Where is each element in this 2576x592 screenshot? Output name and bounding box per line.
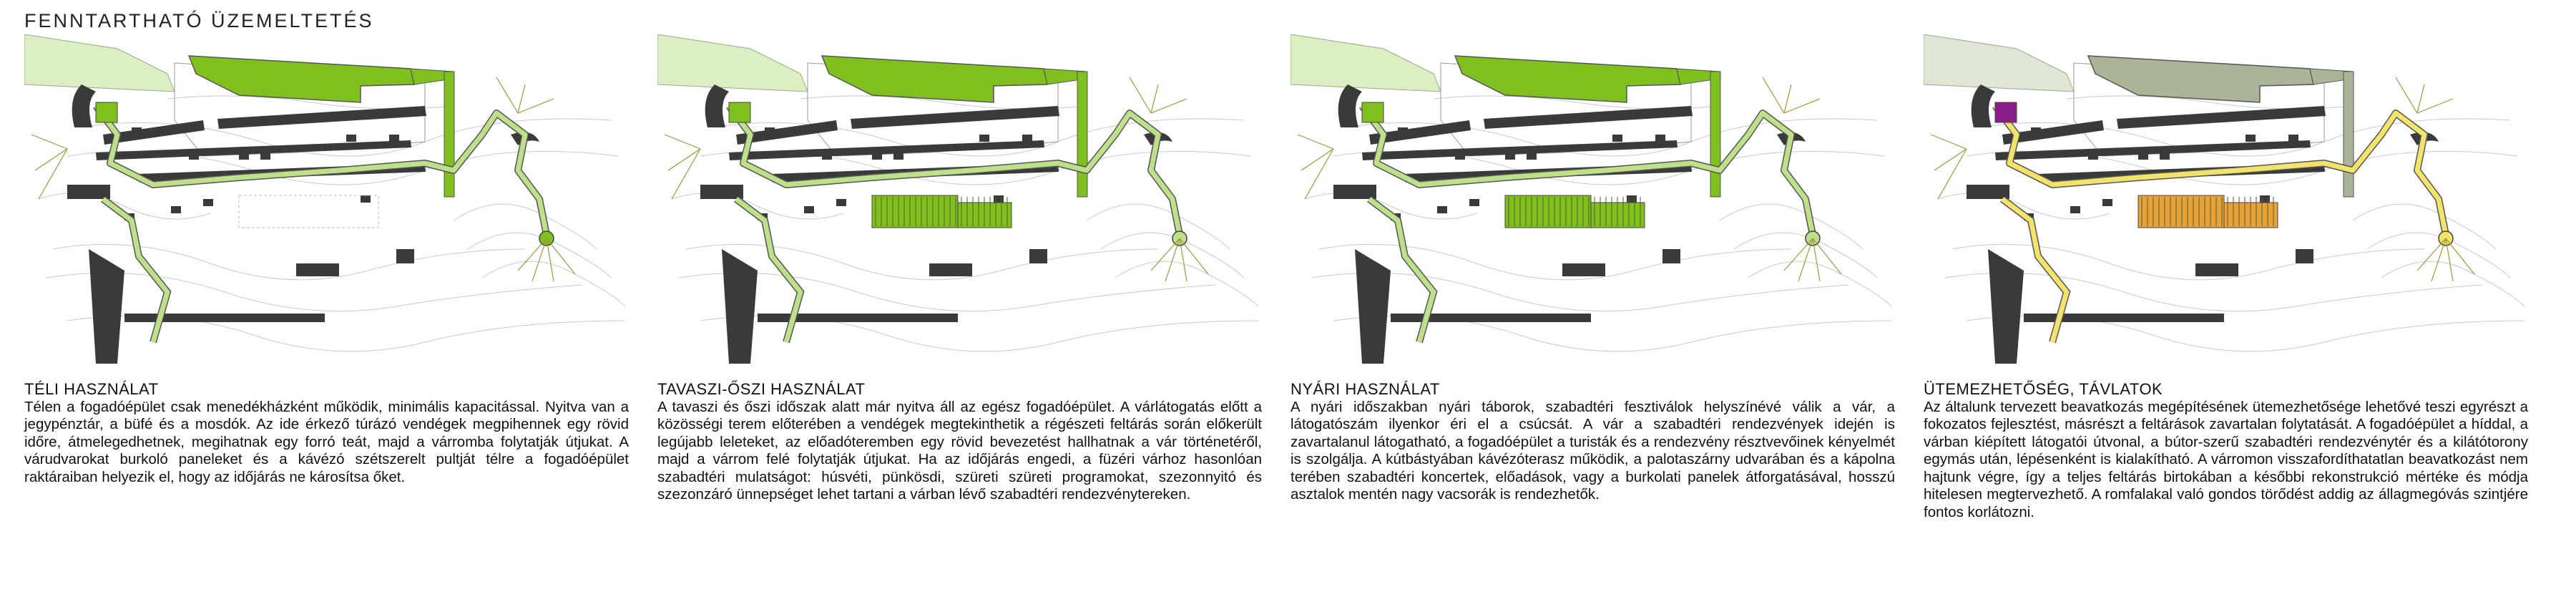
ruin-fragment [189,152,199,160]
ruin-fragment [1655,135,1665,142]
view-ray [2446,238,2474,274]
ruin-fragment [389,135,399,142]
entry-field [1924,34,2074,92]
ruin-fragment [979,135,989,142]
view-ray [1151,99,1187,113]
contour-line [1115,261,1258,306]
ruin-fragment [160,127,170,135]
ruin-fragment [1455,152,1465,160]
caption-text: Az általunk tervezett beavatkozás megépítésének ütemezhetősége lehetővé teszi egyrészt a fokozatos fejlesztést, másrészt a feltárások zavartalan folytatását. A fogadóépület a híddal, a várban kiépített látogatói útvonal, a bútor-szerű szabadtéri rendezvénytér és a kilátótorony egymás után, lépésenként is kialakítható. A várromon visszafordíthatatlan beavatkozást nem hajtunk végre, így a teljes feltárás birtokában a későbbi rekonstrukció mértéke és módja hitelesen megtervezhető. A romfalakal való gondos törődést addig az állagmegóvás szintjére fontos korlátozni. [1924,398,2528,520]
contour-line [2353,204,2496,249]
view-ray [1813,238,1841,274]
bridge-descent [1710,72,1720,197]
ruin-fragment [2102,199,2112,206]
caption-title: ÜTEMEZHETŐSÉG, TÁVLATOK [1924,380,2163,398]
ruin-wall [705,84,729,127]
ruin-wall [1662,249,1680,263]
ruin-fragment [1398,127,1408,135]
caption-winter [24,381,629,486]
ruin-fragment [804,206,814,213]
ruin-fragment [171,206,181,213]
ruin-fragment [1437,206,1447,213]
view-ray [2417,238,2446,271]
contour-line [2381,261,2524,306]
ruin-fragment [132,127,142,135]
ruin-wall [700,185,743,199]
ruin-fragment [2160,152,2170,160]
view-ray [1784,84,1791,113]
caption-text: Télen a fogadóépület csak menedékházként működik, minimális kapacitással. Nyitva van a jegypénztár, a büfé és a mosdók. Az ide érkező túrázó vendégek megpihennek egy rövid időre, átmelegedhetnek, megihatnak egy forró teát, majd a várromba folytatják útjukat. A várudvarokat burkoló paneleket és a kávézó szétszerelt pultját télre a fogadóépület raktáraiban helyezik el, hogy az időjárás ne károsítsa őket. [24,398,629,485]
ruin-wall [124,314,325,322]
panel-summer [1291,34,1895,504]
site-plan-spring-autumn [657,34,1262,368]
ruin-wall [929,263,972,276]
contour-line [454,204,597,249]
caption-text: A tavaszi és őszi időszak alatt már nyitva áll az egész fogadóépület. A várlátogatás előtt a közösségi terem előterében a vendégek megtekinthetik a régészeti feltárás során előkerült legújabb leleteket, az előadóteremben egy rövid bevezetést hallhatnak a vár történetéről, majd a várrom felé folytatják útjukat. Ha az időjárás engedi, a füzéri várhoz hasonlóan szabadtéri mulatságot: húsvéti, pünkösdi, szüreti szüreti programokat, szezonnyitó és szezonzáró ünnepséget lehet tartani a várban lévő szabadtéri rendezvénytereken. [657,398,1262,503]
event-square [2138,195,2224,228]
entry-field [657,34,808,92]
contour-line [46,273,582,311]
contour-line [1312,273,1848,311]
view-ray [1165,238,1180,281]
ruin-fragment [2246,135,2256,142]
site-plan-winter [24,34,629,368]
ruin-fragment [346,135,356,142]
view-ray [518,99,554,113]
ruin-fragment [1469,199,1479,206]
site-plan-phasing [1924,34,2528,368]
page-title: FENNTARTHATÓ ÜZEMELTETÉS [24,10,374,31]
view-ray [1298,135,1333,149]
view-ray [1130,77,1151,113]
view-ray [2431,238,2446,281]
view-ray [1180,238,1208,274]
caption-summer [1291,381,1895,504]
view-ray [668,149,700,170]
view-ray [1934,149,1967,170]
contour-line [1087,204,1230,249]
ruin-fragment [1022,135,1032,142]
ruin-wall [89,249,124,364]
ruin-wall [2296,249,2313,263]
well-bastion [1995,102,2017,122]
ruin-fragment [2060,127,2070,135]
ruin-fragment [1612,135,1622,142]
ruin-fragment [872,152,882,160]
view-ray [1301,149,1333,170]
ruin-fragment [203,199,213,206]
ruin-wall [722,249,758,364]
view-ray [496,77,518,113]
view-ray [1763,77,1784,113]
view-ray [518,238,547,271]
ruin-wall [1988,249,2024,364]
ruin-wall [296,263,339,276]
reception-building [2088,56,2313,102]
ruin-fragment [793,127,803,135]
contour-line [1748,261,1891,306]
event-square [1505,195,1591,228]
panel-phasing [1924,34,2528,521]
ruin-wall [217,106,426,129]
well-bastion [96,102,117,122]
entry-field [24,34,175,92]
ruin-wall [729,140,1044,160]
visitor-route [96,106,547,235]
caption-title: TAVASZI-ŐSZI HASZNÁLAT [657,380,866,398]
view-ray [39,149,67,199]
view-ray [518,84,525,113]
bridge-descent [444,72,454,197]
panel-spring-autumn [657,34,1262,504]
contour-line [1720,204,1863,249]
event-square-inactive [239,195,378,228]
reception-building [189,56,414,102]
view-ray [31,135,67,149]
ruin-fragment [1627,195,1637,203]
view-ray [35,149,67,170]
ruin-wall [1972,84,1995,127]
ruin-fragment [836,199,846,206]
contour-line [1945,273,2482,311]
caption-title: NYÁRI HASZNÁLAT [1291,380,1440,398]
ruin-wall [2117,106,2326,129]
ruin-wall [1338,84,1362,127]
ruin-wall [1484,106,1693,129]
site-plan-summer [1291,34,1895,368]
ruin-fragment [2138,152,2148,160]
caption-spring-autumn [657,381,1262,504]
bridge-descent [2344,72,2354,197]
view-ray [1938,149,1967,199]
ruin-wall [1967,185,2009,199]
entry-field [1291,34,1441,92]
contour-line [482,261,625,306]
well-bastion [1362,102,1384,122]
ruin-wall [758,314,958,322]
view-ray [672,149,700,199]
ruin-wall [1995,140,2311,160]
ruin-fragment [260,152,270,160]
view-ray [1151,238,1180,271]
caption-text: A nyári időszakban nyári táborok, szabadtéri fesztiválok helyszínévé válik a vár, a látogatószám ilyenkor éri el a csúcsát. A vár a szabadtéri rendezvények idején is zavartalanul látogatható, a fogadóépület a turisták és a rendezvény résztvevőinek kényelmét is szolgálja. A kútbástyában kávézóterasz működik, a palotaszárny udvarában és a kápolna terében szabadtéri koncertek, előadások, vagy a burkolati panelek átforgatásával, hosszú asztalok mentén nagy vacsorák is rendezhetők. [1291,398,1895,503]
reception-building [1455,56,1680,102]
view-ray [1784,99,1820,113]
contour-line [679,273,1215,311]
ruin-wall [72,84,96,127]
ruin-fragment [2088,152,2098,160]
event-square [872,195,958,228]
ruin-wall [67,185,110,199]
ruin-fragment [361,195,371,203]
ruin-fragment [1505,152,1515,160]
view-ray [1784,238,1813,271]
ruin-wall [1355,249,1391,364]
view-ray [1151,84,1158,113]
ruin-fragment [1527,152,1537,160]
view-ray [1305,149,1333,199]
ruin-wall [1333,185,1376,199]
panel-winter [24,34,629,486]
ruin-fragment [893,152,903,160]
ruin-fragment [2070,206,2080,213]
reception-building [822,56,1047,102]
ruin-wall [1362,140,1678,160]
view-ray [547,238,575,274]
view-ray [665,135,700,149]
ruin-wall [396,249,414,263]
caption-title: TÉLI HASZNÁLAT [24,380,159,398]
ruin-wall [96,140,411,160]
ruin-fragment [765,127,775,135]
ruin-wall [2024,314,2224,322]
caption-phasing [1924,381,2528,521]
ruin-fragment [2031,127,2041,135]
bridge-descent [1077,72,1087,197]
ruin-wall [1391,314,1591,322]
ruin-fragment [822,152,832,160]
ruin-fragment [994,195,1004,203]
ruin-fragment [1426,127,1436,135]
ruin-wall [1029,249,1047,263]
ruin-wall [2195,263,2238,276]
view-ray [2417,99,2453,113]
ruin-wall [1562,263,1605,276]
well-bastion [729,102,750,122]
view-ray [1798,238,1813,281]
view-ray [2396,77,2417,113]
view-ray [2417,84,2424,113]
ruin-fragment [2288,135,2298,142]
ruin-fragment [239,152,249,160]
view-ray [1931,135,1967,149]
view-ray [532,238,547,281]
ruin-wall [851,106,1059,129]
ruin-fragment [2260,195,2270,203]
